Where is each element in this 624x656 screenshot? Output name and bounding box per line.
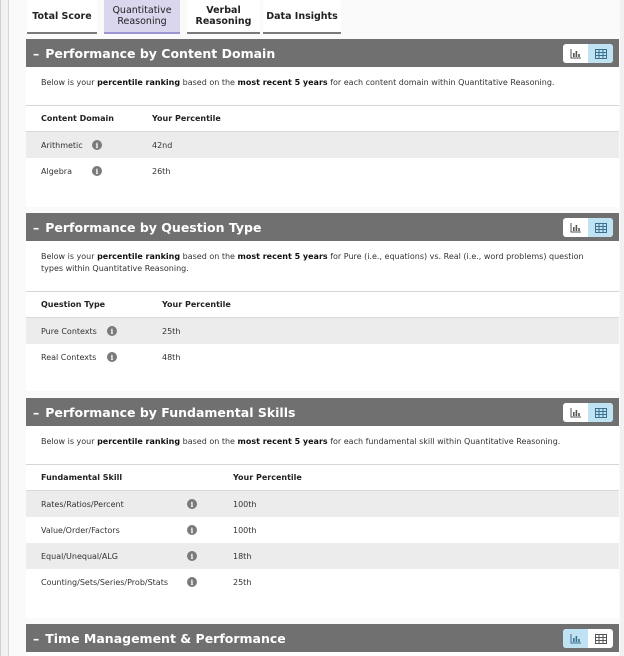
info-icon[interactable]: i <box>187 499 197 509</box>
percentile-table <box>26 291 619 370</box>
row-value: 25th <box>233 577 252 587</box>
table-header <box>26 106 619 132</box>
tab-quantitative-reasoning[interactable] <box>104 0 180 34</box>
row-value: 48th <box>162 352 181 362</box>
table-row <box>26 158 619 184</box>
table-view-button[interactable] <box>588 403 613 422</box>
section-header[interactable] <box>26 39 619 67</box>
info-icon[interactable]: i <box>187 551 197 561</box>
view-toggle <box>563 44 613 63</box>
row-value: 18th <box>233 551 252 561</box>
section-description: Below is your percentile ranking based on the most recent 5 years for Pure (i.e., equations) vs. Real (i.e., word problems) question types within Quantitative Reasoning. <box>41 252 584 273</box>
table-header <box>26 465 619 491</box>
view-toggle <box>563 629 613 648</box>
table-icon <box>595 223 607 233</box>
table-row <box>26 344 619 370</box>
info-icon[interactable]: i <box>107 326 117 336</box>
info-icon[interactable]: i <box>187 525 197 535</box>
row-value: 100th <box>233 499 257 509</box>
section-description: Below is your percentile ranking based on the most recent 5 years for each content domain within Quantitative Reasoning. <box>41 78 555 87</box>
tab-label: Total Score <box>32 10 92 22</box>
row-label: Real Contexts <box>41 352 97 362</box>
table-view-button[interactable] <box>588 629 613 648</box>
section-header[interactable] <box>26 398 619 426</box>
section-header[interactable] <box>26 213 619 241</box>
tab-label: Verbal Reasoning <box>195 5 252 27</box>
table-row <box>26 517 619 543</box>
section-content-domain <box>26 39 619 207</box>
collapse-icon[interactable]: – <box>33 45 40 61</box>
row-label: Pure Contexts <box>41 326 97 336</box>
table-row <box>26 491 619 517</box>
row-label: Value/Order/Factors <box>41 525 120 535</box>
table-view-button[interactable] <box>588 44 613 63</box>
percentile-table <box>26 105 619 184</box>
bar-chart-icon <box>570 222 582 233</box>
chart-view-button[interactable] <box>563 218 588 237</box>
row-label: Counting/Sets/Series/Prob/Stats <box>41 577 169 587</box>
section-title: – Performance by Fundamental Skills <box>33 404 296 420</box>
row-value: 26th <box>152 166 171 176</box>
info-icon[interactable]: i <box>92 166 102 176</box>
section-title: – Performance by Question Type <box>33 219 262 235</box>
tab-data-insights[interactable] <box>263 0 341 34</box>
section-header[interactable] <box>26 624 619 652</box>
section-time-management <box>26 624 619 656</box>
info-icon[interactable]: i <box>107 352 117 362</box>
bar-chart-icon <box>570 48 582 59</box>
view-toggle <box>563 403 613 422</box>
table-icon <box>595 408 607 418</box>
section-title: – Time Management & Performance <box>33 630 286 646</box>
collapse-icon[interactable]: – <box>33 404 40 420</box>
column-header: Fundamental Skill <box>41 473 123 482</box>
column-header: Your Percentile <box>233 473 302 482</box>
table-icon <box>595 634 607 644</box>
bar-chart-icon <box>570 407 582 418</box>
column-header: Your Percentile <box>152 114 221 123</box>
table-row <box>26 318 619 344</box>
table-icon <box>595 49 607 59</box>
table-row <box>26 132 619 158</box>
chart-view-button[interactable] <box>563 403 588 422</box>
row-label: Equal/Unequal/ALG <box>41 551 118 561</box>
info-icon[interactable]: i <box>92 140 102 150</box>
collapse-icon[interactable]: – <box>33 219 40 235</box>
section-title: – Performance by Content Domain <box>33 45 276 61</box>
chart-view-button[interactable] <box>563 629 588 648</box>
column-header: Question Type <box>41 300 106 309</box>
tab-label: Data Insights <box>266 10 338 22</box>
column-header: Content Domain <box>41 114 114 123</box>
section-fundamental-skills <box>26 398 619 618</box>
row-label: Arithmetic <box>41 140 83 150</box>
tab-verbal-reasoning[interactable] <box>187 0 260 34</box>
section-question-type <box>26 213 619 391</box>
row-value: 100th <box>233 525 257 535</box>
table-row <box>26 569 619 595</box>
view-toggle <box>563 218 613 237</box>
column-header: Your Percentile <box>162 300 231 309</box>
bar-chart-icon <box>570 633 582 644</box>
section-description: Below is your percentile ranking based on the most recent 5 years for each fundamental skill within Quantitative Reasoning. <box>41 437 561 446</box>
info-icon[interactable]: i <box>187 577 197 587</box>
table-view-button[interactable] <box>588 218 613 237</box>
chart-view-button[interactable] <box>563 44 588 63</box>
percentile-table <box>26 464 619 595</box>
row-label: Algebra <box>41 166 72 176</box>
tab-total-score[interactable] <box>27 0 97 34</box>
row-value: 25th <box>162 326 181 336</box>
table-row <box>26 543 619 569</box>
tab-label: Quantitative Reasoning <box>112 5 172 27</box>
row-label: Rates/Ratios/Percent <box>41 499 124 509</box>
table-header <box>26 292 619 318</box>
row-value: 42nd <box>152 140 173 150</box>
collapse-icon[interactable]: – <box>33 630 40 646</box>
